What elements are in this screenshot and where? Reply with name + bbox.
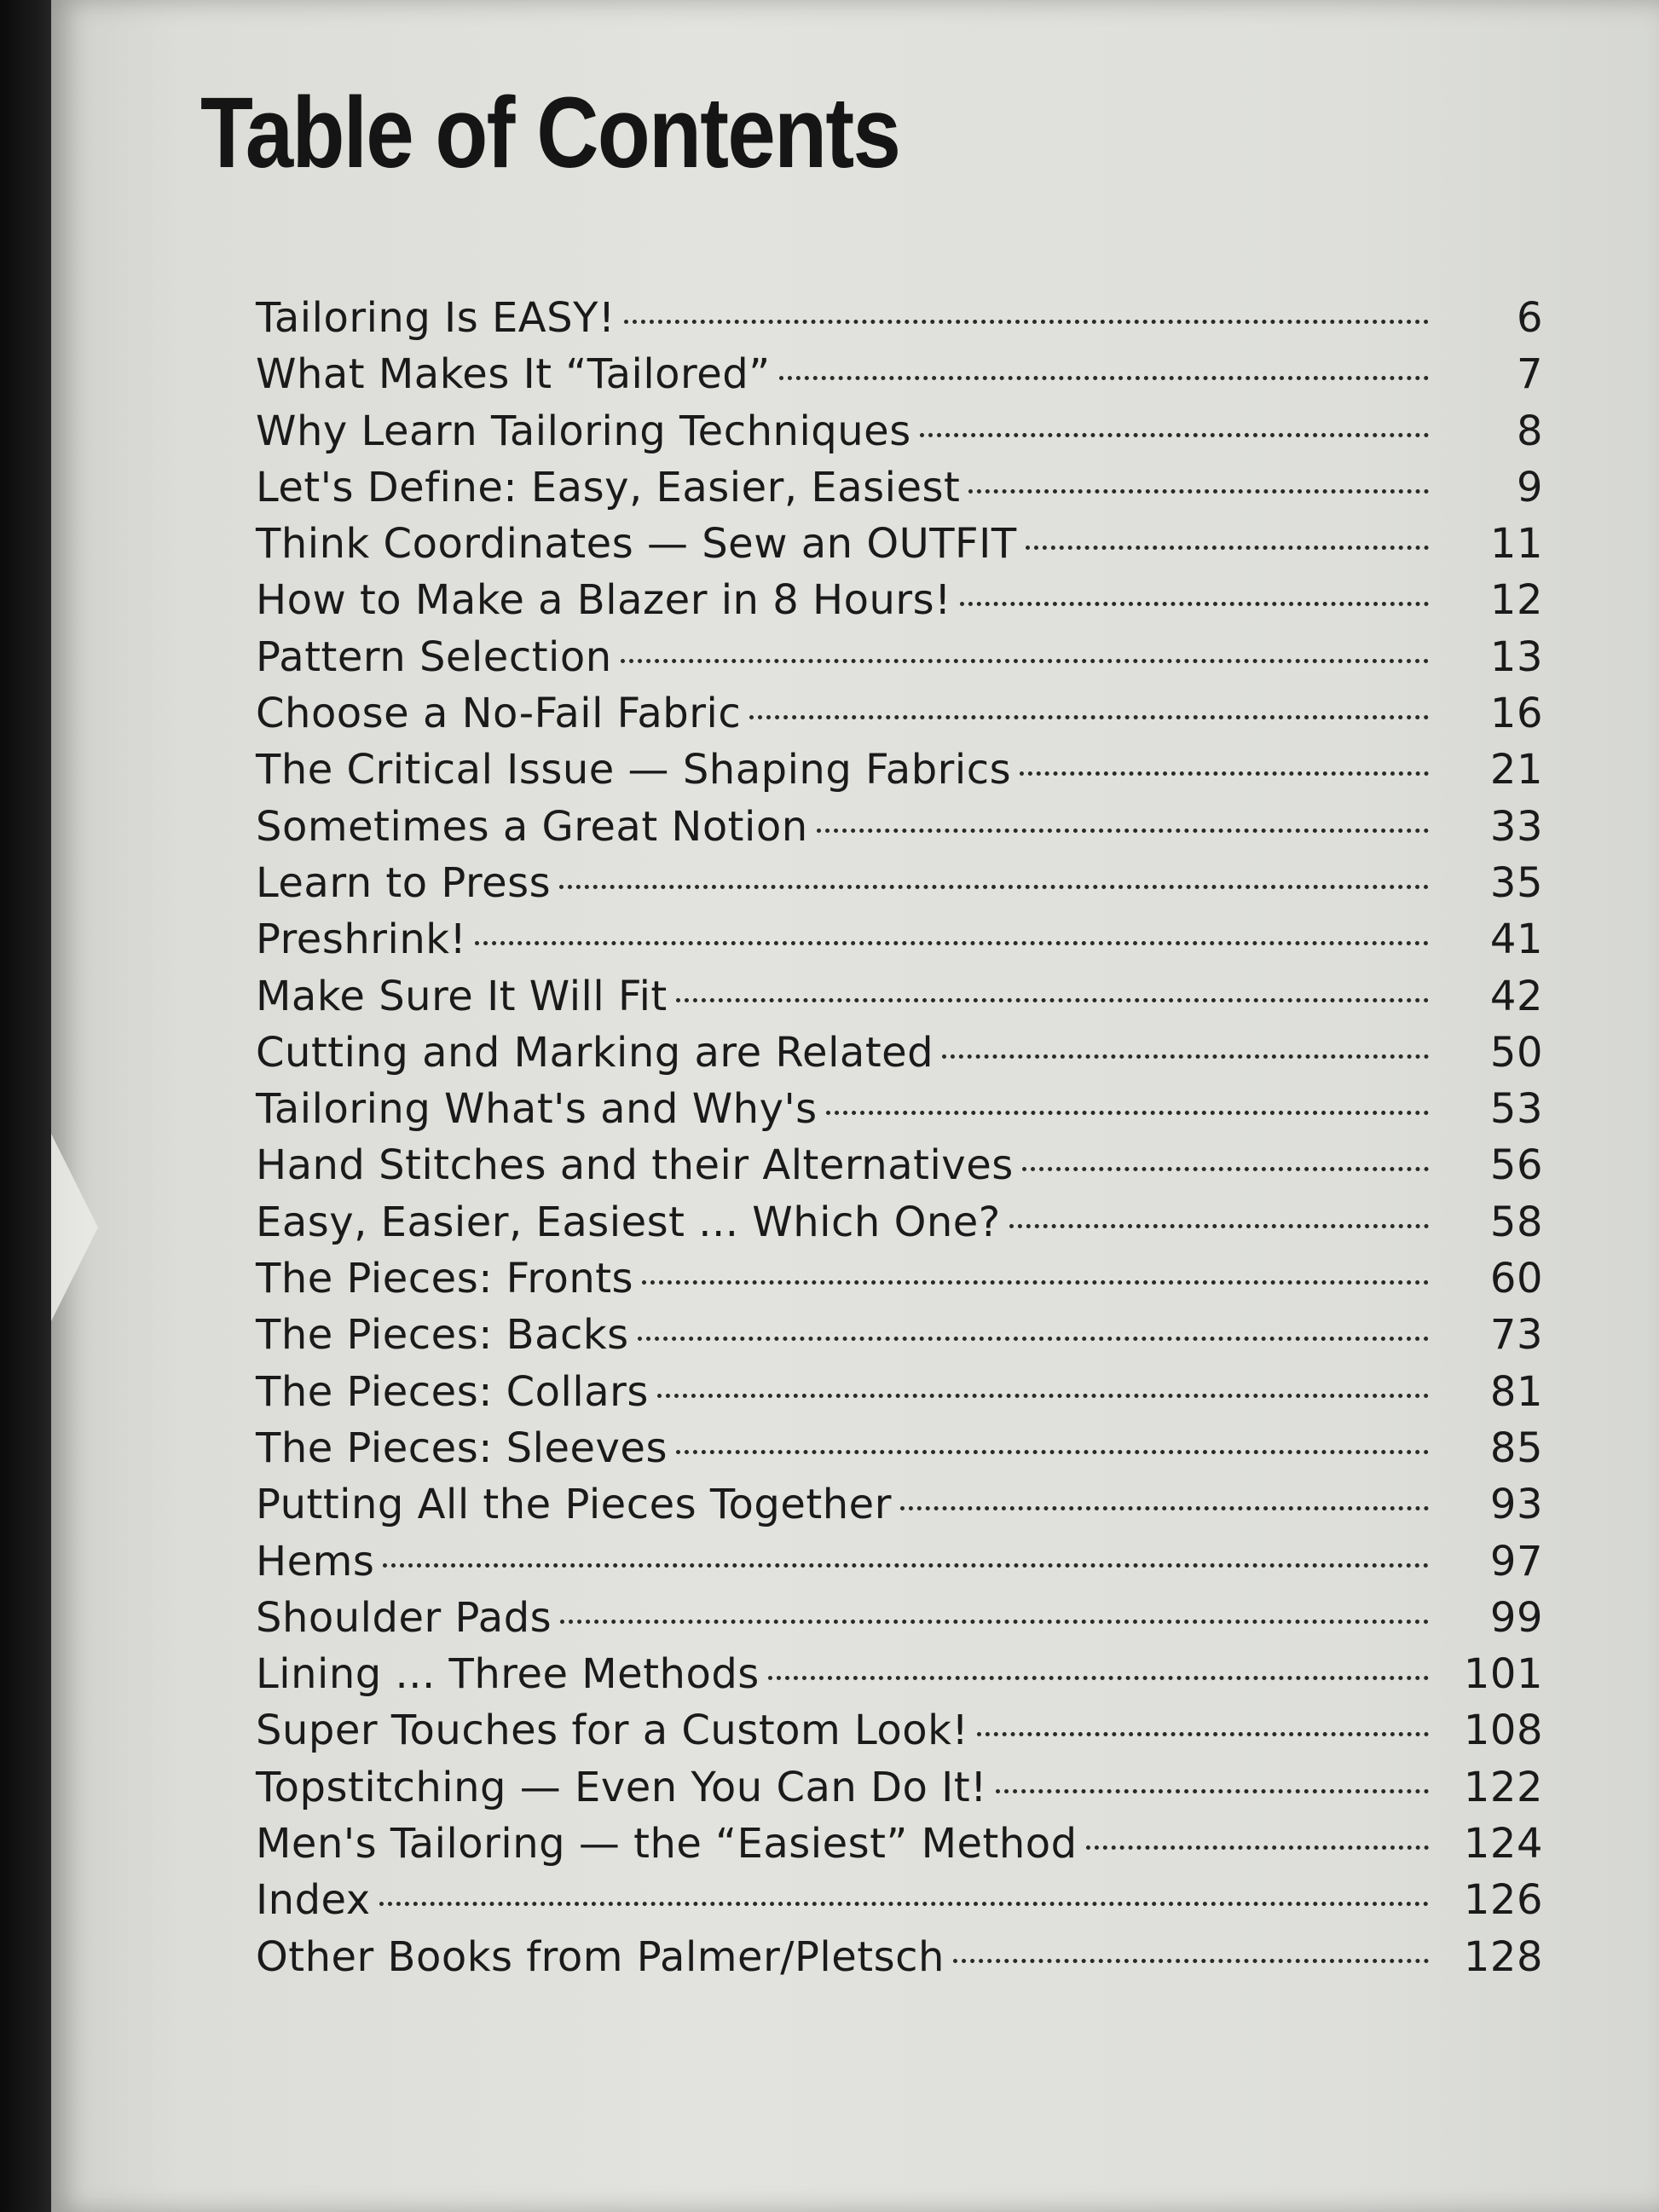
dot-leader [968, 489, 1429, 494]
toc-entry-page-number: 53 [1489, 1085, 1543, 1134]
toc-entry-page-number: 93 [1489, 1481, 1543, 1529]
toc-entry-page-number: 35 [1489, 858, 1543, 907]
toc-entry-title: Hems [256, 1537, 375, 1585]
toc-entry-title: How to Make a Blazer in 8 Hours! [256, 576, 951, 625]
toc-entry-page-number: 81 [1489, 1367, 1543, 1416]
toc-entry [256, 1085, 1543, 1141]
toc-entry-page-number: 122 [1463, 1763, 1543, 1811]
dot-leader [779, 376, 1429, 380]
toc-entry-title: Men's Tailoring — the “Easiest” Method [256, 1820, 1078, 1868]
toc-entry-page-number: 13 [1489, 632, 1543, 681]
dot-leader [560, 1620, 1429, 1624]
toc-entry-page-number: 108 [1463, 1707, 1543, 1755]
toc-entry-title: Other Books from Palmer/Pletsch [256, 1932, 945, 1981]
toc-entry-title: Learn to Press [256, 858, 552, 907]
toc-entry-page-number: 12 [1489, 576, 1543, 625]
dot-leader [1009, 1224, 1429, 1228]
toc-entry [256, 464, 1543, 520]
dot-leader [768, 1676, 1429, 1680]
toc-entry-page-number: 33 [1489, 802, 1543, 851]
toc-entry-title: Tailoring Is EASY! [256, 294, 616, 342]
toc-entry [256, 915, 1543, 972]
toc-entry-title: Topstitching — Even You Can Do It! [256, 1763, 987, 1811]
toc-entry-page-number: 8 [1516, 407, 1543, 455]
dot-leader [1086, 1845, 1429, 1850]
toc-entry-title: Make Sure It Will Fit [256, 972, 668, 1020]
toc-entry [256, 1707, 1543, 1763]
toc-entry-title: The Pieces: Collars [256, 1367, 649, 1416]
toc-entry-page-number: 41 [1489, 915, 1543, 964]
dot-leader [676, 998, 1429, 1002]
dot-leader [953, 1959, 1429, 1963]
dot-leader [817, 829, 1429, 833]
toc-entry-page-number: 42 [1489, 972, 1543, 1020]
dot-leader [638, 1337, 1429, 1341]
toc-entry-page-number: 99 [1489, 1593, 1543, 1642]
toc-entry-page-number: 50 [1489, 1028, 1543, 1077]
toc-entry-title: Cutting and Marking are Related [256, 1028, 934, 1077]
toc-entry-title: Choose a No-Fail Fabric [256, 690, 742, 738]
toc-entry [256, 1481, 1543, 1537]
toc-entry [256, 690, 1543, 746]
toc-entry-title: Tailoring What's and Why's [256, 1085, 818, 1134]
toc-entry-title: The Pieces: Sleeves [256, 1424, 668, 1472]
toc-entry-title: What Makes It “Tailored” [256, 350, 771, 399]
dot-leader [1026, 546, 1429, 550]
toc-entry-title: The Pieces: Fronts [256, 1255, 634, 1303]
toc-entry-title: Think Coordinates — Sew an OUTFIT [256, 520, 1017, 569]
dot-leader [1022, 1167, 1429, 1171]
toc-entry [256, 746, 1543, 802]
dot-leader [624, 320, 1429, 324]
toc-entry [256, 1255, 1543, 1311]
dot-leader [1020, 771, 1429, 776]
toc-entry-title: Super Touches for a Custom Look! [256, 1707, 969, 1755]
toc-entry-page-number: 6 [1516, 294, 1543, 342]
toc-entry [256, 407, 1543, 464]
toc-entry-title: Shoulder Pads [256, 1593, 552, 1642]
dot-leader [960, 602, 1429, 606]
dot-leader [942, 1054, 1429, 1059]
table-of-contents [256, 294, 1543, 1990]
dot-leader [826, 1111, 1429, 1115]
toc-entry-page-number: 97 [1489, 1537, 1543, 1585]
toc-entry-title: Pattern Selection [256, 632, 612, 681]
book-page [51, 0, 1659, 2212]
toc-entry [256, 1820, 1543, 1876]
dot-leader [657, 1394, 1429, 1398]
dot-leader [642, 1280, 1429, 1285]
toc-entry [256, 350, 1543, 407]
dot-leader [383, 1563, 1429, 1568]
toc-entry-page-number: 58 [1489, 1198, 1543, 1246]
toc-entry-page-number: 7 [1516, 350, 1543, 399]
toc-entry-title: Putting All the Pieces Together [256, 1481, 892, 1529]
toc-entry [256, 1311, 1543, 1367]
toc-entry [256, 576, 1543, 632]
toc-entry [256, 1141, 1543, 1198]
dot-leader [559, 885, 1429, 889]
toc-entry-page-number: 101 [1463, 1650, 1543, 1699]
toc-entry [256, 1650, 1543, 1707]
page-edge-fold [51, 1134, 98, 1321]
toc-entry-title: Easy, Easier, Easiest ... Which One? [256, 1198, 1001, 1246]
dot-leader [920, 433, 1429, 437]
page-title: Table of Contents [200, 77, 900, 189]
toc-entry [256, 633, 1543, 690]
toc-entry-page-number: 60 [1489, 1255, 1543, 1303]
toc-entry-page-number: 21 [1489, 746, 1543, 794]
toc-entry-page-number: 9 [1516, 463, 1543, 511]
toc-entry-title: Lining ... Three Methods [256, 1650, 760, 1699]
toc-entry-title: The Critical Issue — Shaping Fabrics [256, 746, 1012, 794]
toc-entry [256, 1198, 1543, 1255]
dot-leader [749, 715, 1429, 719]
toc-entry [256, 1424, 1543, 1481]
dot-leader [996, 1789, 1429, 1793]
toc-entry [256, 1876, 1543, 1932]
toc-entry [256, 520, 1543, 576]
toc-entry-title: Hand Stitches and their Alternatives [256, 1141, 1014, 1190]
toc-entry [256, 1764, 1543, 1820]
toc-entry-page-number: 16 [1489, 690, 1543, 738]
toc-entry-page-number: 128 [1463, 1932, 1543, 1981]
toc-entry [256, 973, 1543, 1029]
dot-leader [475, 941, 1429, 945]
dot-leader [900, 1506, 1429, 1510]
toc-entry-page-number: 126 [1463, 1876, 1543, 1925]
toc-entry [256, 294, 1543, 350]
toc-entry-title: Why Learn Tailoring Techniques [256, 407, 911, 455]
toc-entry-page-number: 11 [1489, 520, 1543, 569]
toc-entry [256, 1933, 1543, 1990]
dot-leader [977, 1732, 1429, 1736]
toc-entry [256, 1029, 1543, 1085]
toc-entry [256, 1538, 1543, 1594]
toc-entry-title: Let's Define: Easy, Easier, Easiest [256, 463, 961, 511]
toc-entry-page-number: 73 [1489, 1311, 1543, 1360]
toc-entry-page-number: 56 [1489, 1141, 1543, 1190]
toc-entry-title: The Pieces: Backs [256, 1311, 629, 1360]
toc-entry-title: Index [256, 1876, 371, 1925]
toc-entry [256, 1368, 1543, 1424]
dot-leader [379, 1902, 1429, 1906]
dot-leader [621, 659, 1429, 663]
dot-leader [676, 1450, 1429, 1454]
toc-entry [256, 859, 1543, 915]
toc-entry-title: Preshrink! [256, 915, 467, 964]
toc-entry-title: Sometimes a Great Notion [256, 802, 808, 851]
toc-entry-page-number: 85 [1489, 1424, 1543, 1472]
toc-entry-page-number: 124 [1463, 1820, 1543, 1868]
toc-entry [256, 803, 1543, 859]
toc-entry [256, 1594, 1543, 1650]
